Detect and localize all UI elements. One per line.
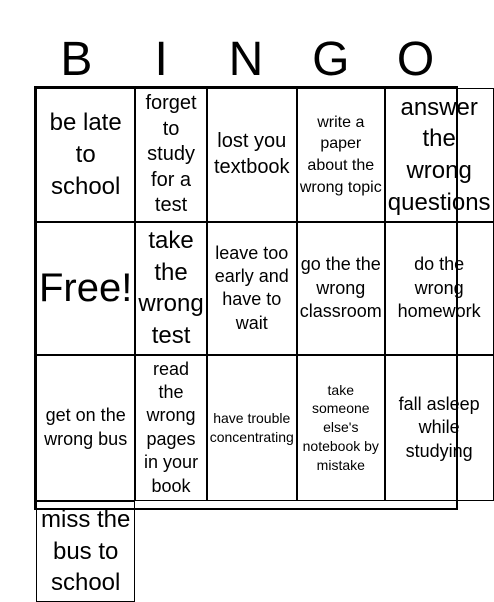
header-letter-g: G	[312, 33, 350, 86]
cell-text: miss the bus to school	[41, 506, 131, 597]
bingo-cell[interactable]	[36, 501, 135, 602]
bingo-cell[interactable]	[385, 222, 494, 355]
free-space-text: Free!	[39, 265, 133, 310]
cell-text: take the wrong test	[138, 226, 204, 349]
cell-text: have trouble concentrating	[209, 409, 294, 445]
bingo-cell[interactable]	[135, 88, 206, 222]
cell-text: read the wrong pages in your book	[144, 358, 199, 496]
cell-text: be late to school	[49, 109, 122, 200]
bingo-cell[interactable]	[297, 355, 385, 501]
bingo-board	[34, 86, 491, 597]
bingo-cell[interactable]	[297, 88, 385, 222]
header-letter-i: I	[154, 33, 168, 86]
bingo-cell[interactable]	[207, 222, 297, 355]
bingo-cell[interactable]	[385, 355, 494, 501]
bingo-cell-free[interactable]	[36, 222, 135, 355]
bingo-cell[interactable]	[36, 355, 135, 501]
cell-text: fall asleep while studying	[398, 393, 480, 461]
cell-text: do the wrong homework	[397, 254, 481, 321]
cell-text: take someone else's notebook by mistake	[302, 381, 379, 474]
bingo-cell[interactable]	[207, 355, 297, 501]
header-letter-n: N	[228, 33, 264, 86]
bingo-cell[interactable]	[135, 222, 206, 355]
cell-text: get on the wrong bus	[44, 405, 128, 449]
cell-text: answer the wrong questions	[387, 93, 491, 216]
cell-text: write a paper about the wrong topic	[299, 113, 382, 196]
header-letter-b: B	[60, 33, 93, 86]
cell-text: go the the wrong classroom	[299, 254, 382, 321]
cell-text: leave too early and have to wait	[214, 242, 289, 333]
bingo-cell[interactable]	[135, 355, 206, 501]
bingo-cell[interactable]	[297, 222, 385, 355]
header-letter-o: O	[396, 33, 435, 86]
bingo-header	[34, 34, 458, 86]
bingo-cell[interactable]	[207, 88, 297, 222]
cell-text: lost you textbook	[213, 130, 290, 178]
bingo-cell[interactable]	[385, 88, 494, 222]
bingo-cell[interactable]	[36, 88, 135, 222]
cell-text: forget to study for a test	[145, 92, 197, 217]
